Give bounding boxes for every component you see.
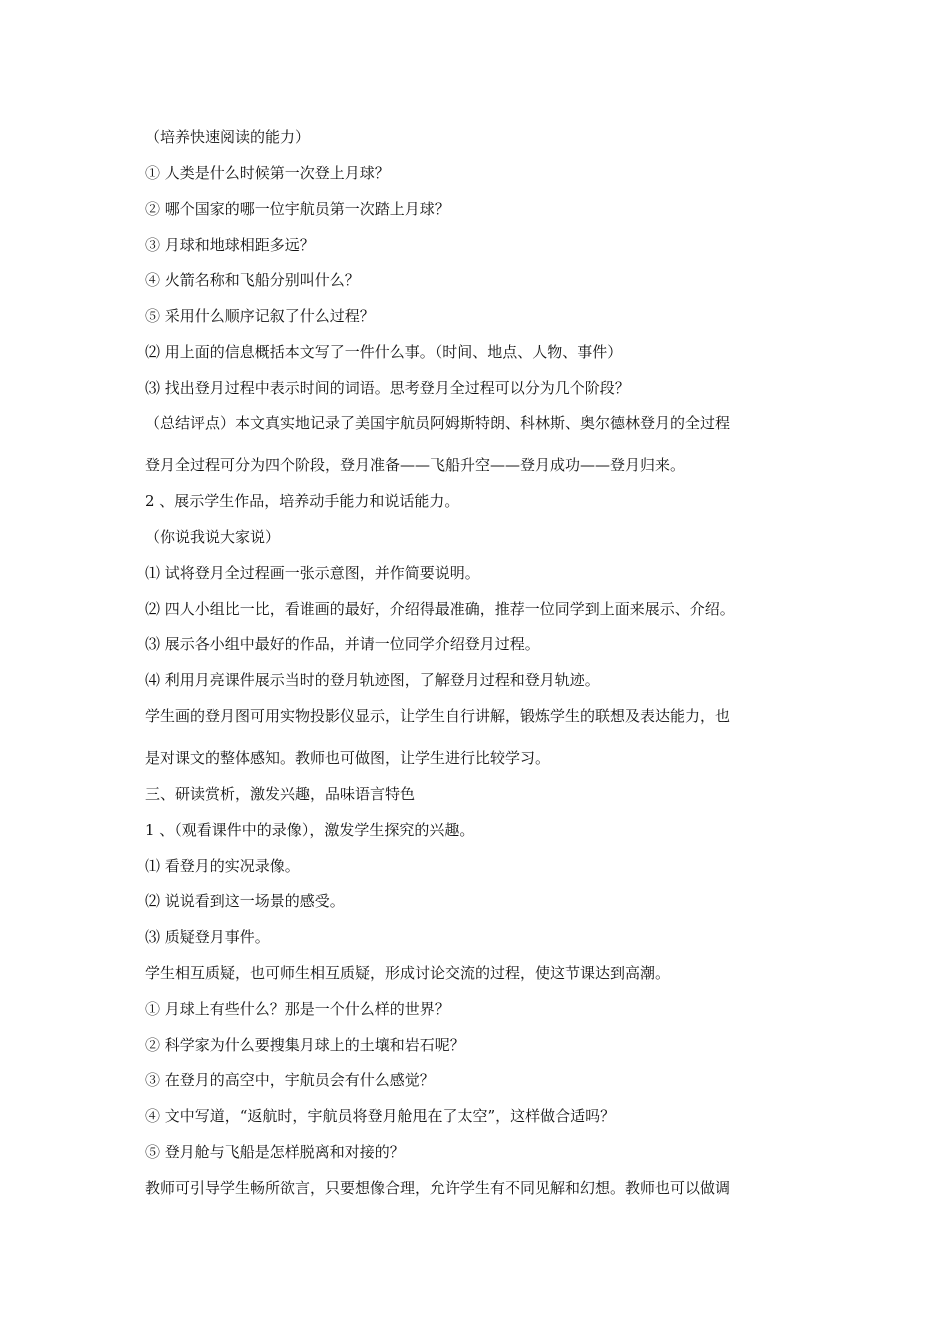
text-line: ② 科学家为什么要搜集月球上的土壤和岩石呢？ [145, 1036, 465, 1054]
text-line: ⑵ 说说看到这一场景的感受。 [145, 892, 345, 910]
text-line: 学生画的登月图可用实物投影仪显示，让学生自行讲解，锻炼学生的联想及表达能力，也 [145, 707, 731, 725]
text-line: ⑴ 看登月的实况录像。 [145, 857, 300, 875]
text-line: 学生相互质疑，也可师生相互质疑，形成讨论交流的过程，使这节课达到高潮。 [145, 964, 671, 982]
text-line: ⑵ 四人小组比一比，看谁画的最好，介绍得最准确，推荐一位同学到上面来展示、介绍。 [145, 600, 735, 618]
text-line: （你说我说大家说） [145, 528, 281, 546]
text-line: ⑤ 采用什么顺序记叙了什么过程？ [145, 307, 375, 325]
text-line: 是对课文的整体感知。教师也可做图，让学生进行比较学习。 [145, 749, 551, 767]
text-line: ③ 在登月的高空中，宇航员会有什么感觉？ [145, 1071, 435, 1089]
text-line: ④ 火箭名称和飞船分别叫什么？ [145, 271, 360, 289]
text-line: ⑶ 找出登月过程中表示时间的词语。思考登月全过程可以分为几个阶段？ [145, 379, 630, 397]
text-line: 登月全过程可分为四个阶段，登月准备——飞船升空——登月成功——登月归来。 [145, 456, 686, 474]
text-line: 1 、（观看课件中的录像），激发学生探究的兴趣。 [145, 821, 475, 839]
text-line: ⑵ 用上面的信息概括本文写了一件什么事。（时间、地点、人物、事件） [145, 343, 623, 361]
text-line: （培养快速阅读的能力） [145, 128, 311, 146]
text-line: ⑷ 利用月亮课件展示当时的登月轨迹图，了解登月过程和登月轨迹。 [145, 671, 600, 689]
text-line: ⑶ 质疑登月事件。 [145, 928, 270, 946]
text-line: 2 、展示学生作品，培养动手能力和说话能力。 [145, 492, 460, 510]
text-line: ① 人类是什么时候第一次登上月球？ [145, 164, 390, 182]
text-line: ④ 文中写道，“返航时，宇航员将登月舱甩在了太空”，这样做合适吗？ [145, 1107, 616, 1125]
text-line: ⑶ 展示各小组中最好的作品，并请一位同学介绍登月过程。 [145, 635, 540, 653]
text-line: （总结评点）本文真实地记录了美国宇航员阿姆斯特朗、科林斯、奥尔德林登月的全过程 [145, 414, 731, 432]
text-line: ⑤ 登月舱与飞船是怎样脱离和对接的？ [145, 1143, 405, 1161]
section-heading: 三、研读赏析，激发兴趣，品味语言特色 [145, 785, 416, 803]
text-line: ⑴ 试将登月全过程画一张示意图，并作简要说明。 [145, 564, 480, 582]
text-line: ② 哪个国家的哪一位宇航员第一次踏上月球？ [145, 200, 450, 218]
text-line: ③ 月球和地球相距多远？ [145, 236, 315, 254]
text-line: 教师可引导学生畅所欲言，只要想像合理，允许学生有不同见解和幻想。教师也可以做调 [145, 1179, 731, 1197]
text-line: ① 月球上有些什么？那是一个什么样的世界？ [145, 1000, 450, 1018]
